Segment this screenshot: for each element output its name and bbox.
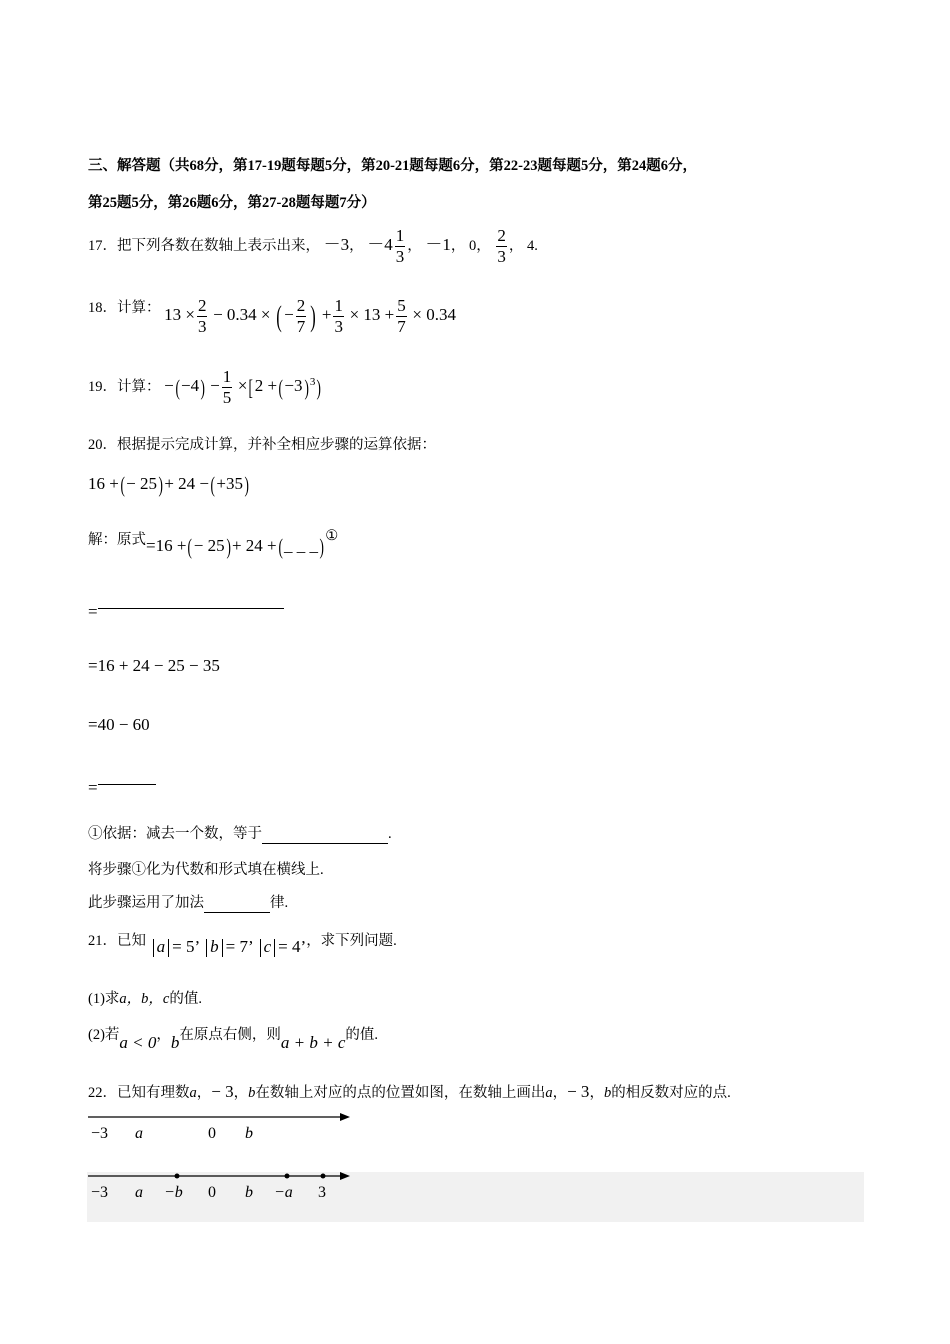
point-3 <box>321 1174 326 1179</box>
question-18: 18．计算： 13 × $\frac{2}{3}$ − 0.34 × ( − $\frac{2}{7}$ ) + $\frac{1}{3}$ × 13 + $\frac{5}{7}$ × 0.34 <box>88 296 456 336</box>
axis2-label: 0 <box>208 1184 216 1201</box>
question-22: 22．已知有理数a，− 3，b在数轴上对应的点的位置如图，在数轴上画出a，− 3，b的相反数对应的点. <box>88 1082 731 1101</box>
section-header-line1: 三、解答题（共68分，第17-19题每题5分，第20-21题每题6分，第22-23题每题5分，第24题6分， <box>88 158 697 174</box>
blank-note3[interactable] <box>204 895 270 913</box>
q20-solution-step3: =16 + 24 − 25 − 35 <box>88 656 220 675</box>
q20-solution-step1: 解：原式=16 +(− 25)+ 24 +(_ _ _)① <box>88 528 339 560</box>
axis2-label: −3 <box>91 1184 109 1201</box>
q20-note1: ①依据：减去一个数，等于 . <box>88 826 392 842</box>
point-neg-a <box>285 1174 290 1179</box>
q20-expression: 16 +(− 25)+ 24 −(+35) <box>88 472 249 498</box>
axis2-label: b <box>245 1184 253 1201</box>
axis1-label: −3 <box>91 1125 109 1142</box>
axis2-label: a <box>135 1184 143 1201</box>
question-20: 20．根据提示完成计算，并补全相应步骤的运算依据： <box>88 437 436 453</box>
q20-solution-step4: =40 − 60 <box>88 715 150 734</box>
blank-step5[interactable] <box>98 784 156 785</box>
question-19: 19．计算： −(−4) − $\frac{1}{5}$ $\times[2 +(-3)^3)$ <box>88 367 322 407</box>
blank-note1[interactable] <box>262 826 388 844</box>
question-17: 17．把下列各数在数轴上表示出来， －3， －4 $\frac{1}{3}$ ， －1， 0， $\frac{2}{3}$ ， 4. <box>88 226 538 266</box>
axis1-label: a <box>135 1125 143 1142</box>
axis2-label: −a <box>274 1184 293 1201</box>
q20-solution-step2: = <box>88 594 284 614</box>
section-header-line2: 第25题5分，第26题6分，第27-28题每题7分） <box>88 195 376 211</box>
q21-part1: (1)求a，b，c的值. <box>88 991 202 1007</box>
axis2-label: −b <box>164 1184 183 1201</box>
q21-part2: (2)若a < 0，b在原点右侧，则a + b + c的值. <box>88 1027 379 1052</box>
blank-step2[interactable] <box>98 608 284 609</box>
number-line-given <box>86 1108 356 1144</box>
axis2-label: 3 <box>318 1184 326 1201</box>
axis1-label: b <box>245 1125 253 1142</box>
axis1-label: 0 <box>208 1125 216 1142</box>
number-line-answer <box>86 1166 356 1202</box>
question-21: 21．已知 a = 5’ b = 7’ c = 4’，求下列问题. <box>88 933 397 956</box>
q20-note2: 将步骤①化为代数和形式填在横线上. <box>88 862 324 878</box>
q20-note3: 此步骤运用了加法 律. <box>88 895 289 911</box>
point-neg-b <box>175 1174 180 1179</box>
q20-solution-step5: = <box>88 770 156 790</box>
